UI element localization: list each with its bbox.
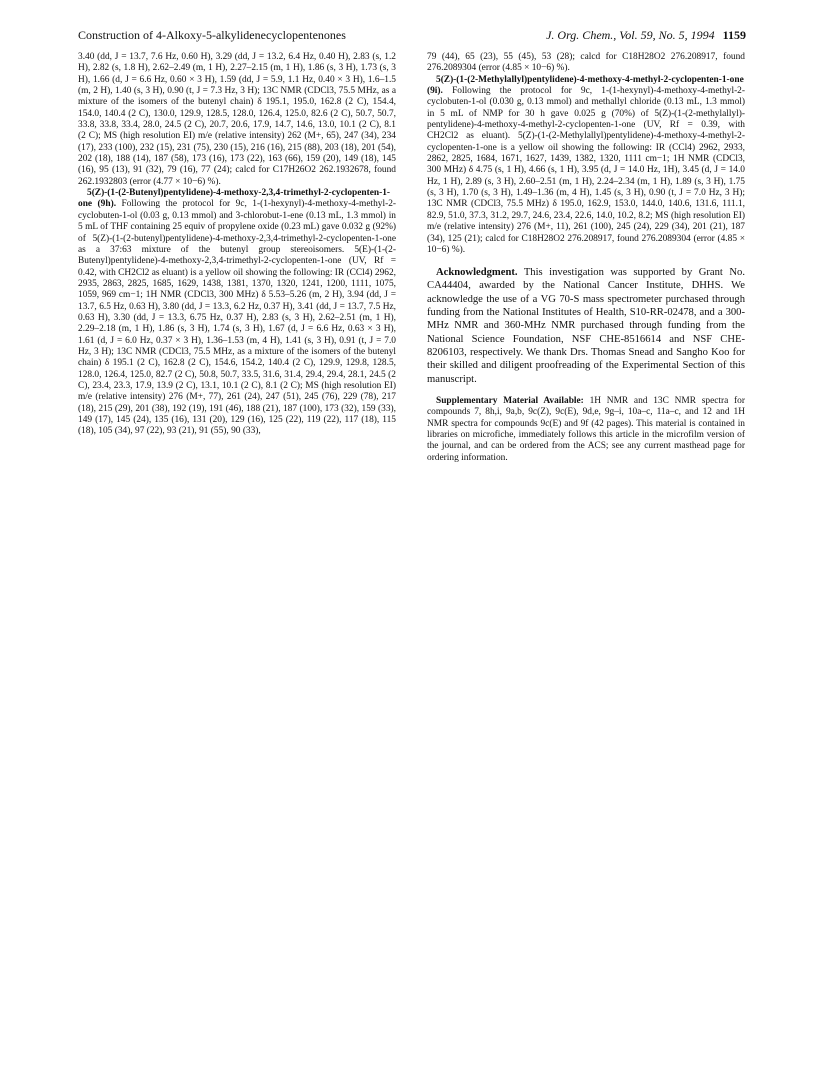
spectral-data-continued: 3.40 (dd, J = 13.7, 7.6 Hz, 0.60 H), 3.29 (dd, J = 13.2, 6.4 Hz, 0.40 H), 2.83 (s, 1.2 H), 2.82 (s, 1.8 H), 2.62–2.49 (m, 1 H), 2.27–2.15 (m, 1 H), 1.86 (s, 3 H), 1.73 (s, 3 H), 1.66 (d, J = 6.6 Hz, 0.60 × 3 H), 1.59 (dd, J = 5.9, 1.1 Hz, 0.40 × 3 H), 1.6–1.5 (m, 2 H), 1.40 (s, 3 H), 0.90 (t, J = 7.3 Hz, 3 H); 13C NMR (CDCl3, 75.5 MHz, as a mixture of the isomers of the butenyl chain) δ 195.1, 195.0, 162.8 (2 C), 154.4, 154.0, 140.4 (2 C), 130.0, 129.9, 128.5, 128.0, 126.4, 125.0, 82.6 (2 C), 50.7, 50.7, 33.8, 33.8, 33.4, 28.0, 24.5 (2 C), 20.7, 20.6, 17.9, 14.7, 14.6, 13.0, 10.1 (2 C), 8.1 (2 C); MS (high resolution EI) m/e (relative intensity) 262 (M+, 65), 247 (34), 234 (17), 233 (100), 232 (15), 231 (75), 230 (15), 216 (16), 215 (88), 203 (18), 201 (54), 202 (18), 188 (14), 187 (58), 173 (16), 173 (22), 163 (66), 159 (20), 149 (18), 145 (16), 95 (13), 91 (32), 79 (16), 77 (24); calcd for C17H26O2 262.1932678, found 262.1932803 (error (4.77 × 10−6) %). <box>78 52 396 187</box>
compound-9h-title: 5(Z)-(1-(2-Butenyl)pentylidene)-4-methoxy-2,3,4-trimethyl-2-cyclopenten-1-one (9h). <box>78 188 391 210</box>
journal-name: J. Org. Chem., Vol. 59, No. 5, 1994 <box>546 28 715 42</box>
compound-9h-body: Following the protocol for 9c, 1-(1-hexynyl)-4-methoxy-4-methyl-2-cyclobuten-1-ol (0.03 g, 0.13 mmol) and 3-chlorobut-1-ene (0.13 mL, 1.3 mmol) in 5 mL of THF containing 25 equiv of propylene oxide (0.23 mL) gave 0.032 g (92%) of 5(Z)-(1-(2-butenyl)pentylidene)-4-methoxy-2,3,4-trimethyl-2-cyclopenten-1-one as a 37:63 mixture of the butenyl group stereoisomers. 5(E)-(1-(2-Butenyl)pentylidene)-4-methoxy-2,3,4-trimethyl-2-cyclopenten-1-one (UV, Rf = 0.42, with CH2Cl2 as eluant) is a yellow oil showing the following: IR (CCl4) 2962, 2935, 2863, 2825, 1685, 1629, 1438, 1381, 1370, 1320, 1241, 1200, 1111, 1075, 1059, 969 cm−1; 1H NMR (CDCl3, 300 MHz) δ 5.53–5.26 (m, 2 H), 3.94 (dd, J = 13.7, 6.5 Hz, 0.63 H), 3.80 (dd, J = 13.3, 6.2 Hz, 0.37 H), 3.41 (dd, J = 13.7, 7.5 Hz, 0.63 H), 3.30 (dd, J = 13.3, 6.75 Hz, 0.37 H), 2.83 (s, 3 H), 2.62–2.51 (m, 1 H), 2.29–2.18 (m, 1 H), 1.86 (s, 3 H), 1.74 (s, 3 H), 1.67 (d, J = 6.6 Hz, 0.63 × 3 H), 1.61 (d, J = 6.0 Hz, 0.37 × 3 H), 1.36–1.53 (m, 4 H), 1.41 (s, 3 H), 0.91 (t, J = 7.0 Hz, 3 H); 13C NMR (CDCl3, 75.5 MHz, as a mixture of the isomers of the butenyl chain) δ 195.1 (2 C), 162.8 (2 C), 154.6, 154.2, 140.4 (2 C), 129.9, 129.8, 128.5, 128.0, 126.4, 125.0, 82.7 (2 C), 50.8, 50.7, 33.5, 31.6, 31.4, 29.4, 29.4, 28.1, 24.5 (2 C), 23.4, 23.3, 17.9, 13.9 (2 C), 13.1, 10.1 (2 C), 8.1 (2 C); MS (high resolution EI) m/e (relative intensity) 276 (M+, 77), 261 (24), 247 (51), 245 (76), 229 (78), 217 (18), 215 (29), 201 (38), 192 (19), 191 (46), 188 (21), 187 (100), 173 (32), 159 (33), 149 (17), 145 (24), 135 (16), 131 (20), 129 (16), 125 (22), 119 (22), 117 (18), 115 (18), 105 (34), 97 (22), 93 (21), 91 (55), 90 (33), <box>78 199 397 437</box>
supplementary-title: Supplementary Material Available: <box>436 395 584 406</box>
spectral-data-end: 79 (44), 65 (23), 55 (45), 53 (28); calcd for C18H28O2 276.208917, found 276.2089304 (error (4.85 × 10−6) %). <box>427 52 745 74</box>
acknowledgment-body: This investigation was supported by Grant No. CA44404, awarded by the National Cancer Institute, DHHS. We acknowledge the use of a VG 70-S mass spectrometer purchased through funding from the National Institutes of Health, S10-RR-02478, and a 300-MHz NMR and 360-MHz NMR purchased through funding from the National Science Foundation, NSF CHE-8516614 and NSF CHE-8206103, respectively. We thank Drs. Thomas Snead and Sangho Koo for their skilled and diligent proofreading of the Experimental Section of this manuscript. <box>427 267 745 385</box>
compound-9i-body: Following the protocol for 9c, 1-(1-hexynyl)-4-methoxy-4-methyl-2-cyclobuten-1-ol (0.030 g, 0.13 mmol) and methallyl chloride (0.13 mL, 1.3 mmol) in 5 mL of NMP for 30 h gave 0.025 g (70%) of 5(Z)-(1-(2-methylallyl)-pentylidene)-4-methoxy-4-methyl-2-cyclopenten-1-one (UV, Rf = 0.39, with CH2Cl2 as eluant). 5(Z)-(1-(2-Methylallyl)pentylidene)-4-methoxy-4-methyl-2-cyclopenten-1-one is a yellow oil showing the following: IR (CCl4) 2962, 2933, 2862, 2825, 1684, 1671, 1627, 1439, 1382, 1320, 1111 cm−1; 1H NMR (CDCl3, 300 MHz) δ 4.75 (s, 1 H), 4.66 (s, 1 H), 3.95 (d, J = 14.0 Hz, 1H), 3.45 (d, J = 14.0 Hz, 1 H), 2.89 (s, 3 H), 2.60–2.51 (m, 1 H), 2.24–2.34 (m, 1 H), 1.89 (s, 3 H), 1.75 (s, 3 H), 1.70 (s, 3 H), 1.49–1.36 (m, 4 H), 1.45 (s, 3 H), 0.90 (t, J = 7.0 Hz, 3 H); 13C NMR (CDCl3, 75.5 MHz) δ 195.0, 162.9, 153.0, 144.0, 140.6, 131.6, 111.1, 82.9, 51.0, 37.3, 31.2, 29.7, 24.6, 23.4, 22.6, 14.0, 10.2, 8.2; MS (high resolution EI) m/e (relative intensity) 276 (M+, 11), 261 (100), 245 (24), 229 (34), 201 (21), 187 (34), 125 (21); calcd for C18H28O2 276.208917, found 276.2089304 (error (4.85 × 10−6) %). <box>427 86 745 255</box>
compound-9i-paragraph <box>427 75 745 257</box>
running-title: Construction of 4-Alkoxy-5-alkylidenecyclopentenones <box>78 28 346 42</box>
left-column <box>78 52 396 438</box>
journal-citation <box>546 28 746 43</box>
supplementary-body: 1H NMR and 13C NMR spectra for compounds 7, 8h,i, 9a,b, 9c(Z), 9c(E), 9d,e, 9g–i, 10a–c, 11a–c, and 12 and 1H NMR spectra for compounds 9c(E) and 9f (42 pages). This material is contained in libraries on microfiche, immediately follows this article in the microfilm version of the journal, and can be ordered from the ACS; see any current masthead page for ordering information. <box>427 395 745 463</box>
running-header <box>78 28 746 46</box>
right-column <box>427 52 745 464</box>
acknowledgment-paragraph <box>427 266 745 386</box>
compound-9i-title: 5(Z)-(1-(2-Methylallyl)pentylidene)-4-methoxy-4-methyl-2-cyclopenten-1-one (9i). <box>427 74 744 97</box>
compound-9h-paragraph <box>78 188 396 438</box>
supplementary-paragraph <box>427 396 745 464</box>
acknowledgment-title: Acknowledgment. <box>436 267 518 279</box>
page-number: 1159 <box>722 28 746 42</box>
